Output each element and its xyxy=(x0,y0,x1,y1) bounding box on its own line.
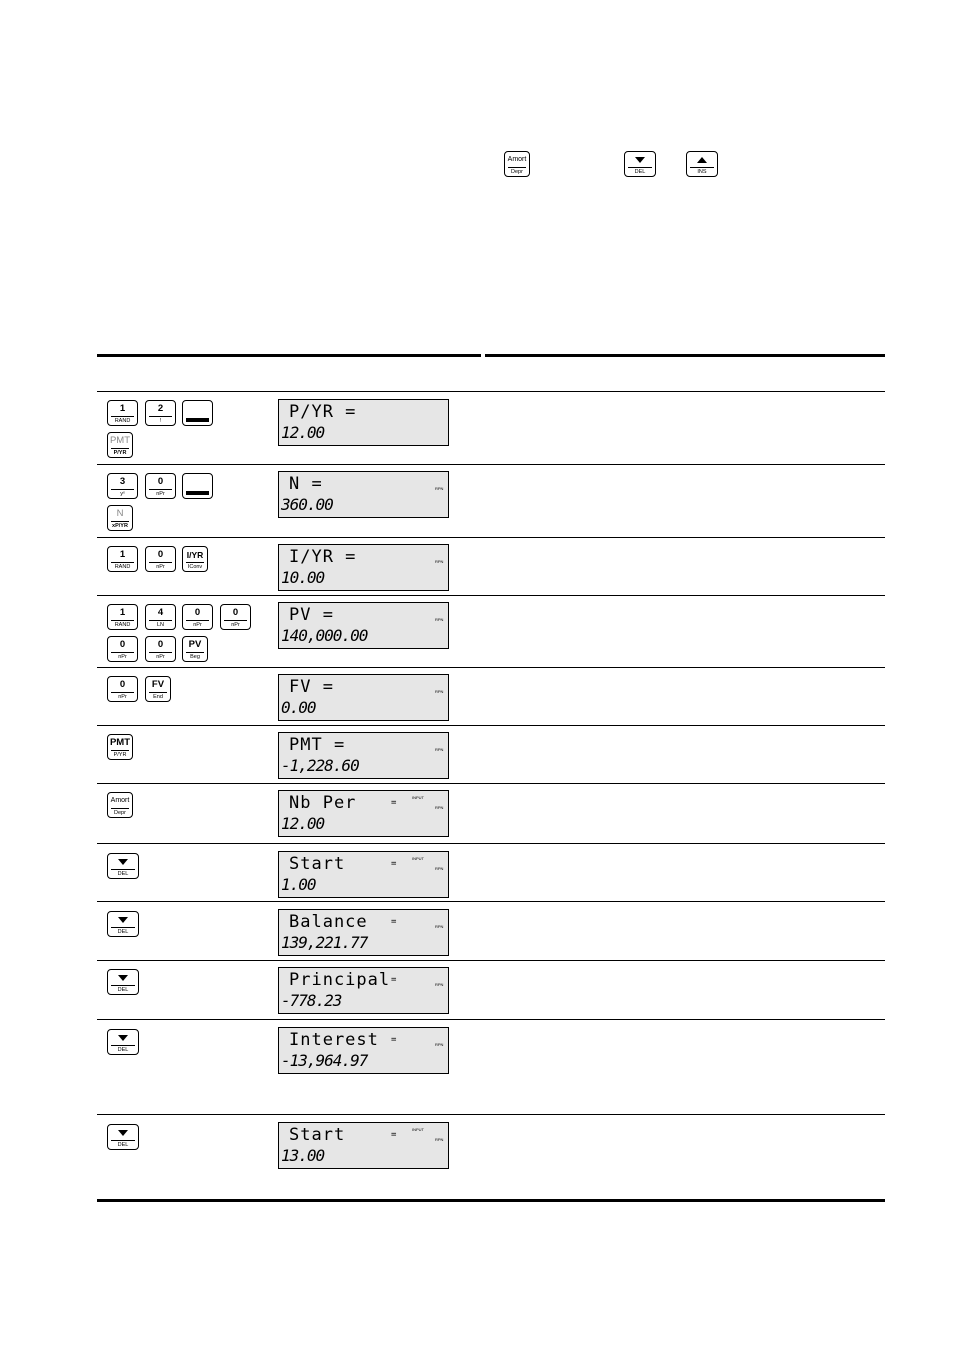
row-divider xyxy=(97,843,885,844)
key-bottom-label: xP/YR xyxy=(112,523,128,529)
key-top-label: 0 xyxy=(157,476,164,487)
key-top-label: PV xyxy=(188,639,202,650)
row-divider xyxy=(97,725,885,726)
lcd-line-2: 0.00 xyxy=(281,698,316,717)
key-0[interactable] xyxy=(220,604,251,630)
lcd-line-1: PV = xyxy=(289,605,334,625)
down-arrow-icon xyxy=(118,975,128,981)
row-divider xyxy=(97,783,885,784)
key-bottom-label: P/YR xyxy=(113,752,127,758)
amort-key[interactable] xyxy=(107,792,133,818)
down-arrow-icon xyxy=(118,859,128,865)
table-top-rule xyxy=(485,354,885,357)
lcd-line-1: Balance xyxy=(289,912,368,932)
lcd-line-1: I/YR = xyxy=(289,547,357,567)
key-top-label: 4 xyxy=(157,607,164,618)
table-bottom-rule xyxy=(97,1199,885,1202)
rpn-annunciator: RPN xyxy=(435,1042,444,1047)
key-bottom-label: RAND xyxy=(114,418,131,424)
lcd-line-1: N = xyxy=(289,474,323,494)
key-top-label: 0 xyxy=(157,549,164,560)
lcd-line-1: Nb Per xyxy=(289,793,357,813)
lcd-equals: = xyxy=(391,1130,397,1140)
key-1[interactable] xyxy=(107,604,138,630)
down-arrow-key[interactable] xyxy=(107,911,139,937)
key-top-label: 0 xyxy=(157,639,164,650)
key-bottom-label: nPr xyxy=(118,694,127,700)
up-arrow-key[interactable] xyxy=(686,151,718,177)
lcd-display xyxy=(278,909,449,956)
lcd-display xyxy=(278,851,449,898)
pyr-key[interactable] xyxy=(107,432,133,458)
key-bottom-label: DEL xyxy=(117,987,129,993)
row-divider xyxy=(97,960,885,961)
lcd-line-1: Principal xyxy=(289,970,391,990)
lcd-display xyxy=(278,967,449,1014)
key-0[interactable] xyxy=(145,546,176,572)
shift-bar-icon xyxy=(186,418,209,422)
key-bottom-label: nPr xyxy=(231,622,240,628)
key-top-label: 1 xyxy=(119,549,126,560)
lcd-equals: = xyxy=(391,975,397,985)
key-top-label: FV xyxy=(151,679,165,690)
lcd-line-2: 13.00 xyxy=(281,1146,325,1165)
input-annunciator: INPUT xyxy=(412,856,424,861)
key-3[interactable] xyxy=(107,473,138,499)
down-arrow-key[interactable] xyxy=(624,151,656,177)
lcd-line-1: PMT = xyxy=(289,735,346,755)
rpn-annunciator: RPN xyxy=(435,1137,444,1142)
key-1[interactable] xyxy=(107,400,138,426)
key-bottom-label: Beg xyxy=(190,654,200,660)
key-0[interactable] xyxy=(107,636,138,662)
lcd-line-1: P/YR = xyxy=(289,402,357,422)
key-bottom-label: DEL xyxy=(117,871,129,877)
key-bottom-label: nPr xyxy=(156,654,165,660)
lcd-line-2: -1,228.60 xyxy=(281,756,359,775)
lcd-equals: = xyxy=(391,859,397,869)
lcd-display xyxy=(278,790,449,837)
key-1[interactable] xyxy=(107,546,138,572)
lcd-line-2: 139,221.77 xyxy=(281,933,368,952)
row-divider xyxy=(97,595,885,596)
down-arrow-icon xyxy=(118,917,128,923)
key-0[interactable] xyxy=(145,473,176,499)
key-bottom-label: yˣ xyxy=(120,491,125,497)
row-divider xyxy=(97,1019,885,1020)
row-divider xyxy=(97,537,885,538)
lcd-line-2: 140,000.00 xyxy=(281,626,368,645)
down-arrow-icon xyxy=(635,157,645,163)
input-annunciator: INPUT xyxy=(412,1127,424,1132)
lcd-line-2: -778.23 xyxy=(281,991,342,1010)
shift-key[interactable] xyxy=(182,473,213,499)
lcd-line-2: 360.00 xyxy=(281,495,333,514)
down-arrow-icon xyxy=(118,1130,128,1136)
key-4[interactable] xyxy=(145,604,176,630)
key-top-label: PMT xyxy=(109,737,131,748)
rpn-annunciator: RPN xyxy=(435,617,444,622)
rpn-annunciator: RPN xyxy=(435,747,444,752)
lcd-line-1: Interest xyxy=(289,1030,379,1050)
shift-key[interactable] xyxy=(182,400,213,426)
key-0[interactable] xyxy=(182,604,213,630)
iyr-key[interactable] xyxy=(182,546,208,572)
rpn-annunciator: RPN xyxy=(435,805,444,810)
row-divider xyxy=(97,667,885,668)
pmt-key[interactable] xyxy=(107,734,133,760)
lcd-display xyxy=(278,1027,449,1074)
key-top-label: 2 xyxy=(157,403,164,414)
down-arrow-key[interactable] xyxy=(107,1029,139,1055)
key-bottom-label: DEL xyxy=(117,1142,129,1148)
lcd-display xyxy=(278,602,449,649)
key-top-label: 3 xyxy=(119,476,126,487)
key-bottom-label: End xyxy=(153,694,163,700)
key-bottom-label: nPr xyxy=(156,491,165,497)
lcd-display xyxy=(278,471,449,518)
key-top-label: 0 xyxy=(194,607,201,618)
shift-bar-icon xyxy=(186,491,209,495)
rpn-annunciator: RPN xyxy=(435,559,444,564)
lcd-line-1: FV = xyxy=(289,677,334,697)
row-divider xyxy=(97,1114,885,1115)
key-bottom-label: Depr xyxy=(114,810,126,816)
lcd-equals: = xyxy=(391,798,397,808)
key-bottom-label: P/YR xyxy=(113,450,127,456)
key-bottom-label: ! xyxy=(159,418,162,424)
key-0[interactable] xyxy=(145,636,176,662)
key-top-label: 0 xyxy=(232,607,239,618)
lcd-line-2: 12.00 xyxy=(281,814,325,833)
lcd-equals: = xyxy=(391,917,397,927)
lcd-line-2: 10.00 xyxy=(281,568,325,587)
lcd-display xyxy=(278,544,449,591)
key-bottom-label: nPr xyxy=(193,622,202,628)
key-top-label: N xyxy=(116,508,124,519)
lcd-line-2: 12.00 xyxy=(281,423,325,442)
table-top-rule xyxy=(97,354,481,357)
key-bottom-label: IConv xyxy=(187,564,203,570)
rpn-annunciator: RPN xyxy=(435,486,444,491)
key-bottom-label: nPr xyxy=(118,654,127,660)
rpn-annunciator: RPN xyxy=(435,982,444,987)
row-divider xyxy=(97,464,885,465)
lcd-display xyxy=(278,399,449,446)
key-bottom-label: DEL xyxy=(117,1047,129,1053)
lcd-line-2: 1.00 xyxy=(281,875,316,894)
lcd-display xyxy=(278,732,449,779)
rpn-annunciator: RPN xyxy=(435,924,444,929)
key-top-label: 0 xyxy=(119,639,126,650)
pv-key[interactable] xyxy=(182,636,208,662)
key-bottom-label: DEL xyxy=(634,169,646,175)
key-bottom-label: DEL xyxy=(117,929,129,935)
table-header-rule xyxy=(97,391,885,392)
key-2[interactable] xyxy=(145,400,176,426)
rpn-annunciator: RPN xyxy=(435,866,444,871)
key-top-label: PMT xyxy=(109,435,131,446)
down-arrow-key[interactable] xyxy=(107,853,139,879)
key-bottom-label: INS xyxy=(697,169,707,175)
xpyr-key[interactable] xyxy=(107,505,133,531)
key-bottom-label: RAND xyxy=(114,564,131,570)
up-arrow-icon xyxy=(697,157,707,163)
lcd-line-1: Start xyxy=(289,1125,346,1145)
key-top-label: Amort xyxy=(507,156,527,163)
key-0[interactable] xyxy=(107,676,138,702)
key-bottom-label: Depr xyxy=(511,169,523,175)
key-top-label: 0 xyxy=(119,679,126,690)
down-arrow-key[interactable] xyxy=(107,1124,139,1150)
key-top-label: Amort xyxy=(110,797,130,804)
down-arrow-icon xyxy=(118,1035,128,1041)
amort-key[interactable] xyxy=(504,151,530,177)
lcd-line-2: -13,964.97 xyxy=(281,1051,368,1070)
input-annunciator: INPUT xyxy=(412,795,424,800)
key-top-label: 1 xyxy=(119,403,126,414)
rpn-annunciator: RPN xyxy=(435,689,444,694)
key-bottom-label: RAND xyxy=(114,622,131,628)
row-divider xyxy=(97,901,885,902)
fv-key[interactable] xyxy=(145,676,171,702)
lcd-equals: = xyxy=(391,1035,397,1045)
lcd-display xyxy=(278,674,449,721)
lcd-display xyxy=(278,1122,449,1169)
down-arrow-key[interactable] xyxy=(107,969,139,995)
key-bottom-label: nPr xyxy=(156,564,165,570)
key-top-label: I/YR xyxy=(186,550,204,560)
key-bottom-label: LN xyxy=(156,622,165,628)
key-top-label: 1 xyxy=(119,607,126,618)
lcd-line-1: Start xyxy=(289,854,346,874)
